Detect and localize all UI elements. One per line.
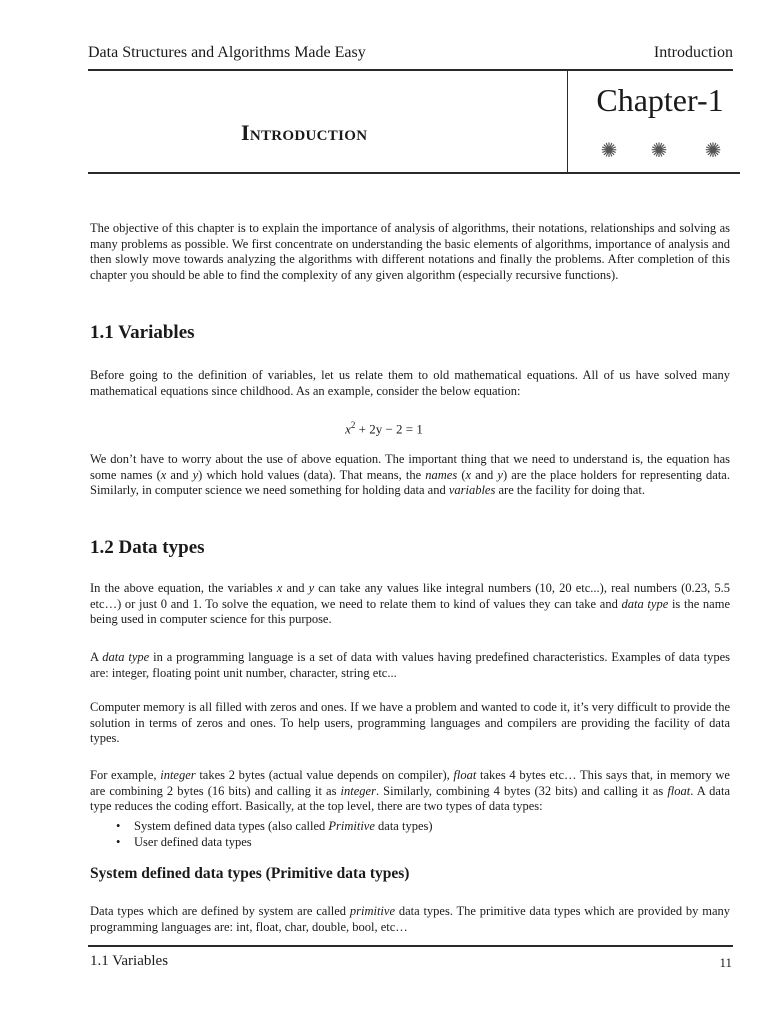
text-run: variables: [448, 483, 496, 498]
chapter-title: Introduction: [241, 120, 368, 145]
subsection-heading-system-defined: System defined data types (Primitive data types): [90, 865, 410, 882]
text-run: integer: [340, 783, 376, 798]
text-run: ) which hold values (data). That means, the: [198, 467, 426, 482]
variables-paragraph-2: [90, 452, 730, 499]
text-run: . Similarly, combining 4 bytes (32 bits) and calling it as: [375, 783, 668, 798]
text-run: Data types which are defined by system are called: [90, 904, 350, 918]
text-run: and: [471, 467, 498, 482]
text-run: float: [453, 768, 477, 782]
primitive-types-paragraph: [90, 904, 730, 935]
text-run: and: [166, 467, 193, 482]
equation-exponent: 2: [350, 420, 356, 430]
text-run: float: [667, 783, 691, 798]
data-types-paragraph-2: [90, 650, 730, 681]
text-run: x: [276, 581, 283, 595]
text-run: primitive: [349, 904, 396, 918]
text-run: takes 4 bytes etc… This says that, in memory we are combining 2 bytes (16 bits) and calling it as: [90, 768, 730, 798]
text-run: Primitive: [328, 819, 375, 833]
section-heading-variables: 1.1 Variables: [90, 322, 195, 343]
book-title: Data Structures and Algorithms Made Easy: [88, 44, 366, 61]
data-type-kinds-list: [116, 818, 616, 850]
text-run: integer: [160, 768, 196, 782]
star-ornament-icon: ✺: [600, 140, 618, 162]
equation-rest: + 2y − 2 = 1: [355, 421, 423, 437]
star-ornament-icon: ✺: [704, 140, 722, 162]
text-run: We don’t have to worry about the use of above equation. The important thing that we need to understand is, the equation has some names (: [90, 452, 730, 482]
data-types-paragraph-1: [90, 581, 730, 628]
star-ornament-icon: ✺: [650, 140, 668, 162]
text-run: data type: [621, 596, 669, 611]
text-run: names: [425, 467, 458, 482]
list-item: • User defined data types: [116, 834, 616, 850]
section-heading-data-types: 1.2 Data types: [90, 537, 205, 558]
list-item: [116, 818, 616, 834]
text-run: is the name being used in computer science for this purpose.: [90, 596, 730, 627]
text-run: y: [497, 467, 503, 482]
data-types-paragraph-4: [90, 768, 730, 815]
page-number: 11: [719, 955, 732, 970]
chapter-rule: [88, 172, 740, 174]
text-run: takes 2 bytes (actual value depends on compiler),: [195, 768, 454, 782]
text-run: x: [160, 467, 167, 482]
header-rule: [88, 69, 733, 71]
text-run: x: [465, 467, 472, 482]
text-run: are the facility for doing that.: [495, 483, 645, 498]
chapter-ornaments: [590, 140, 730, 164]
text-run: System defined data types (also called: [134, 819, 329, 833]
header-section: Introduction: [653, 44, 733, 61]
text-run: . A data type reduces the coding effort. Basically, at the top level, there are two types of data types:: [90, 783, 731, 814]
text-run: y: [308, 581, 315, 595]
text-run: in a programming language is a set of data with values having predefined characteristics. Examples of data types are: integer, floating point unit number, character, string etc...: [90, 650, 731, 680]
chapter-box-divider: [567, 70, 568, 172]
text-run: data types): [374, 819, 433, 833]
variables-paragraph-1: Before going to the definition of variables, let us relate them to old mathematical equations. All of us have solved many mathematical equations since childhood. As an example, consider the below equation:: [90, 368, 730, 398]
text-run: In the above equation, the variables: [90, 581, 277, 595]
chapter-number: Chapter-1: [596, 82, 724, 118]
text-run: data types. The primitive data types which are provided by many programming languages are: int, float, char, double, bool, etc…: [90, 904, 730, 934]
data-types-paragraph-3: Computer memory is all filled with zeros and ones. If we have a problem and wanted to code it, it’s very difficult to provide the solution in terms of zeros and ones. To help users, programming languages and compilers are providing the facility of data types.: [90, 700, 730, 746]
text-run: and: [282, 581, 309, 595]
footer-rule: [88, 945, 733, 947]
equation: [0, 420, 768, 437]
text-run: A: [90, 650, 103, 664]
running-header: [88, 44, 733, 68]
text-run: (: [457, 467, 466, 482]
text-run: can take any values like integral numbers (10, 20 etc...), real numbers (0.23, 5.5 etc…) or just 0 and 1. To solve the equation, we need to relate them to kind of values they can take and: [90, 581, 730, 611]
equation-x: x: [345, 421, 351, 437]
text-run: data type: [102, 650, 150, 664]
text-run: ) are the place holders for representing data. Similarly, in computer science we need something for holding data and: [90, 467, 730, 498]
intro-paragraph: The objective of this chapter is to explain the importance of analysis of algorithms, their notations, relationships and solving as many problems as possible. We first concentrate on understanding the basic elements of algorithms, importance of analysis and then slowly move towards analyzing the algorithms with different notations and finally the problems. After completion of this chapter you should be able to find the complexity of any given algorithm (especially recursive functions).: [90, 221, 730, 282]
footer-section: 1.1 Variables: [90, 953, 169, 969]
text-run: For example,: [90, 768, 161, 782]
text-run: y: [192, 467, 199, 482]
